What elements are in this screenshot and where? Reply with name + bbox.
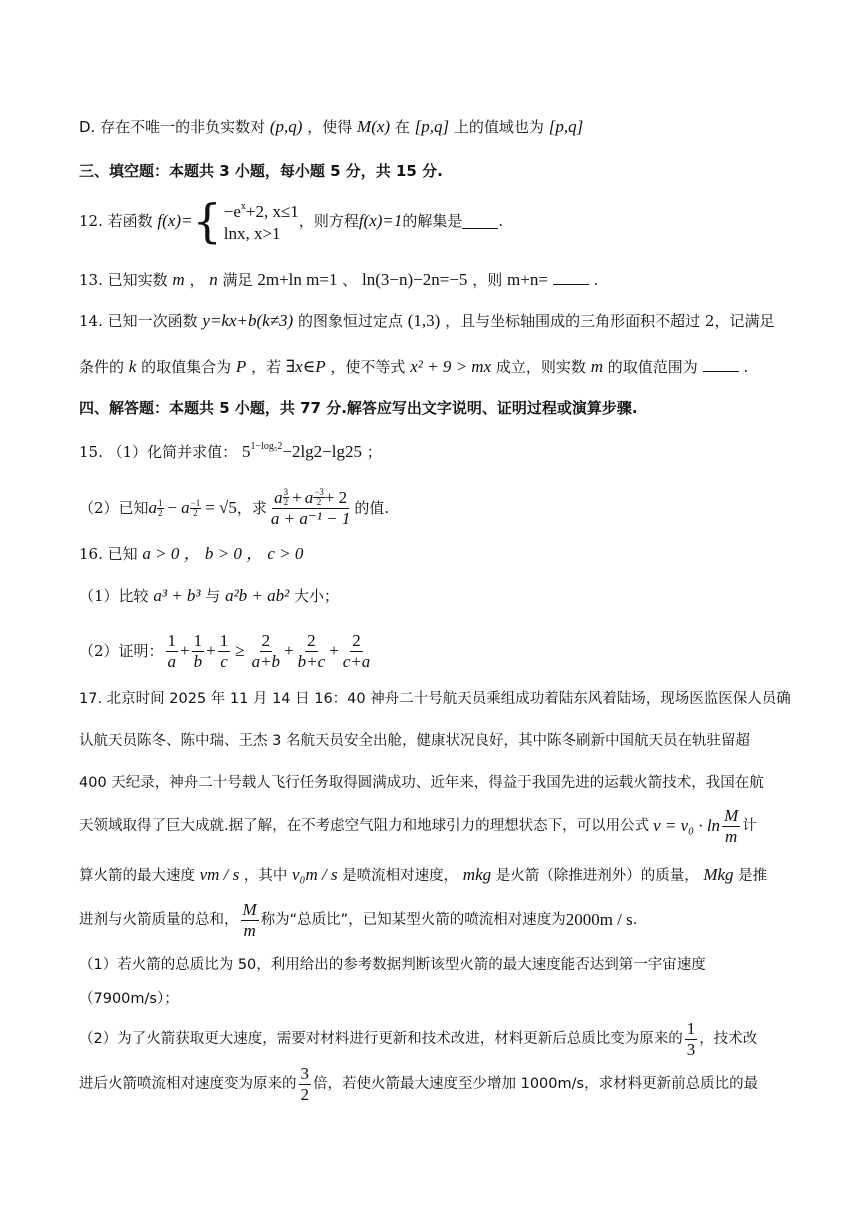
q13-tail: ，则 <box>472 271 503 289</box>
option-d-mid3: 上的值域也为 <box>453 118 544 136</box>
q15-part2-label: （2）已知 <box>79 499 149 517</box>
q15-part2-given: a 1 2 − a $\frac{-1}{2}$ = √5 <box>148 497 237 518</box>
q14-m: m <box>590 357 603 376</box>
q16-part2-inequality: $\frac{1}{a}$ + $\frac{1}{b}$ + $\frac{1}{c}$ ≥ $\frac{2}{a+b}$ + $\frac{2}{b+c}$ + $\frac{2}{c+a}$ <box>167 630 371 671</box>
q17-line4 <box>79 803 757 849</box>
q13-comma: ， <box>189 271 205 289</box>
q12-case2: lnx, x>1 <box>223 224 281 243</box>
q14-p: P <box>235 357 247 376</box>
option-d-interval2: [p,q] <box>548 117 584 136</box>
q17-mass-ratio: $\frac{M}{m}$ <box>724 805 739 846</box>
q12-fx: f(x)= <box>157 210 193 230</box>
q12-piecewise <box>192 193 299 248</box>
q15-part2-end: 的值. <box>354 499 390 517</box>
q16-stem-label: 16. 已知 <box>79 545 138 563</box>
q12-case1: $-e^x+2$, x≤1 <box>223 201 299 221</box>
q13-num: 13. 已知实数 <box>79 271 168 289</box>
section4-title: 四、解答题：本题共 5 小题，共 77 分.解答应写出文字说明、证明过程或演算步骤. <box>79 399 638 417</box>
q13-sep: 、 <box>342 271 358 289</box>
q17-line6-text2: 称为“总质比”，已知某型火箭的喷流相对速度为 <box>260 912 566 928</box>
q17-total-mass: Mkg <box>703 865 734 884</box>
q13-answer-blank[interactable] <box>553 268 589 285</box>
q15-part2-ask: ，求 <box>236 499 267 517</box>
q14-function: y=kx+b(k≠3) <box>202 311 294 330</box>
q14-inequality: x² + 9 > mx <box>410 357 492 376</box>
q15-part1-expr: $5^{1-log_52}-2\lg 2-\lg 25$ <box>241 441 362 461</box>
q13-expr: m+n= <box>507 270 548 289</box>
q14-text1: 的图象恒过定点 <box>297 312 403 330</box>
q16-part2 <box>79 628 374 674</box>
q16-part1-expr2: a²b + ab² <box>225 586 290 605</box>
q16-stem-conditions: a > 0 ， b > 0 ， c > 0 <box>142 544 304 563</box>
q17-line6-end: . <box>632 912 638 928</box>
q14-intro: 14. 已知一次函数 <box>79 312 198 330</box>
q13-eq1: 2m+ln m=1 <box>257 270 338 289</box>
q16-part1-tail: 大小； <box>294 587 340 605</box>
q16-part1-with: 与 <box>205 587 221 605</box>
q12-eq: f(x)=1 <box>358 210 403 230</box>
q14-end: . <box>743 358 749 376</box>
q13 <box>79 268 598 291</box>
q14-line1 <box>79 310 774 332</box>
q17-line4-tail: 计 <box>742 818 757 834</box>
q12-end: . <box>498 211 504 230</box>
option-d-mid1: ，使得 <box>307 118 353 136</box>
q16-part1-label: （1）比较 <box>79 587 149 605</box>
q14-text4: 的取值集合为 <box>141 358 232 376</box>
q14-point: (1,3) <box>407 311 441 330</box>
q17-line5-text5: 是推 <box>738 868 768 884</box>
q17-line5-text4: 是火箭（除推进剂外）的质量， <box>495 868 699 884</box>
q14-k: k <box>128 357 137 376</box>
q16-part1-expr1: a³ + b³ <box>153 586 201 605</box>
q17-part2-line2 <box>79 1061 758 1107</box>
q14-line2 <box>79 355 748 378</box>
q17-line6-text1: 进剂与火箭质量的总和， <box>79 912 239 928</box>
q12-brace: { <box>192 193 222 248</box>
q13-m: m <box>172 270 185 289</box>
q12-num: 12. 若函数 <box>79 211 153 230</box>
q16-part2-label: （2）证明： <box>79 642 164 660</box>
q14-answer-blank[interactable] <box>703 355 739 372</box>
q17-jet-speed: 2000m / s <box>565 910 633 929</box>
q17-part2-line1 <box>79 1016 757 1062</box>
q17-line5-text1: 算火箭的最大速度 <box>79 868 195 884</box>
option-d-label: D. 存在不唯一的非负实数对 <box>79 118 266 136</box>
q14-text3: 条件的 <box>79 358 125 376</box>
q17-line6-ratio: $\frac{M}{m}$ <box>242 899 257 940</box>
q14-text8: 的取值范围为 <box>607 358 698 376</box>
q17-part2-text4: 倍，若使火箭最大速度至少增加 1000m/s，求材料更新前总质比的最 <box>313 1076 759 1092</box>
option-d-interval1: [p,q] <box>414 117 450 136</box>
q13-eq2: ln(3−n)−2n=−5 <box>362 270 468 289</box>
q17-part2-text1: （2）为了火箭获取更大速度，需要对材料进行更新和技术改进，材料更新后总质比变为原来的 <box>79 1031 683 1047</box>
q17-part2-third: $\frac{1}{3}$ <box>686 1018 696 1059</box>
q15-part2 <box>79 478 389 538</box>
q17-jet-velocity-unit: v₀m / s <box>292 865 338 884</box>
q13-mid: 满足 <box>222 271 253 289</box>
q17-part1-line1: （1）若火箭的总质比为 50，利用给出的参考数据判断该型火箭的最大速度能否达到第一宇宙速度 <box>79 957 706 973</box>
option-d-mid2: 在 <box>394 118 410 136</box>
q17-rocket-mass: mkg <box>462 865 492 884</box>
q17-part1-line2: （7900m/s）； <box>79 991 179 1007</box>
q14-text5: ，若 <box>251 358 282 376</box>
q13-end: . <box>593 271 599 289</box>
q17-velocity-unit: vm / s <box>199 865 240 884</box>
section3-title: 三、填空题：本题共 3 小题，每小题 5 分，共 15 分. <box>79 162 443 180</box>
q12-mid: ，则方程 <box>298 211 359 230</box>
q17-formula: v = v₀ · ln <box>653 816 721 835</box>
q12 <box>79 193 504 248</box>
q17-line1: 17. 北京时间 2025 年 11 月 14 日 16：40 神舟二十号航天员乘组成功着陆东风着陆场，现场医监医保人员确 <box>79 691 791 707</box>
option-d-pq: (p,q) <box>269 117 303 136</box>
option-d-line <box>79 116 583 138</box>
q14-text2: ，且与坐标轴围成的三角形面积不超过 2，记满足 <box>445 312 775 330</box>
q12-answer-blank[interactable] <box>462 212 498 229</box>
option-d-mx: M(x) <box>357 117 391 136</box>
q17-line3: 400 天纪录，神舟二十号载人飞行任务取得圆满成功、近年来，得益于我国先进的运载火箭技术，我国在航 <box>79 775 764 791</box>
q17-line5-text3: 是喷流相对速度， <box>342 868 459 884</box>
q17-part2-text3: 进后火箭喷流相对速度变为原来的 <box>79 1076 297 1092</box>
q13-n: n <box>209 270 218 289</box>
q15-part2-fraction: a 3 2 + a −3 2 + 2 a + a⁻¹ − 1 <box>270 487 351 528</box>
q17-line5-text2: ，其中 <box>243 868 288 884</box>
q17-line4-text: 天领域取得了巨大成就.据了解，在不考虑空气阻力和地球引力的理想状态下，可以用公式 <box>79 818 650 834</box>
q12-tail: 的解集是 <box>402 211 463 230</box>
q15-part1-end: ； <box>366 443 382 461</box>
q15-part1-label: 15. （1）化简并求值： <box>79 443 238 461</box>
q17-line6 <box>79 897 637 943</box>
q16-part1 <box>79 585 339 607</box>
q16-stem <box>79 543 303 565</box>
q17-part2-text2: ，技术改 <box>699 1031 758 1047</box>
q15-part1 <box>79 436 382 463</box>
q17-line5 <box>79 864 767 887</box>
q14-text6: ，使不等式 <box>330 358 406 376</box>
q17-line2: 认航天员陈冬、陈中瑞、王杰 3 名航天员安全出舱，健康状况良好，其中陈冬刷新中国航天员在轨驻留超 <box>79 733 750 749</box>
q17-part2-three-halves: $\frac{3}{2}$ <box>300 1063 309 1104</box>
q14-exists: ∃x∈P <box>285 357 326 376</box>
q14-text7: 成立，则实数 <box>495 358 586 376</box>
